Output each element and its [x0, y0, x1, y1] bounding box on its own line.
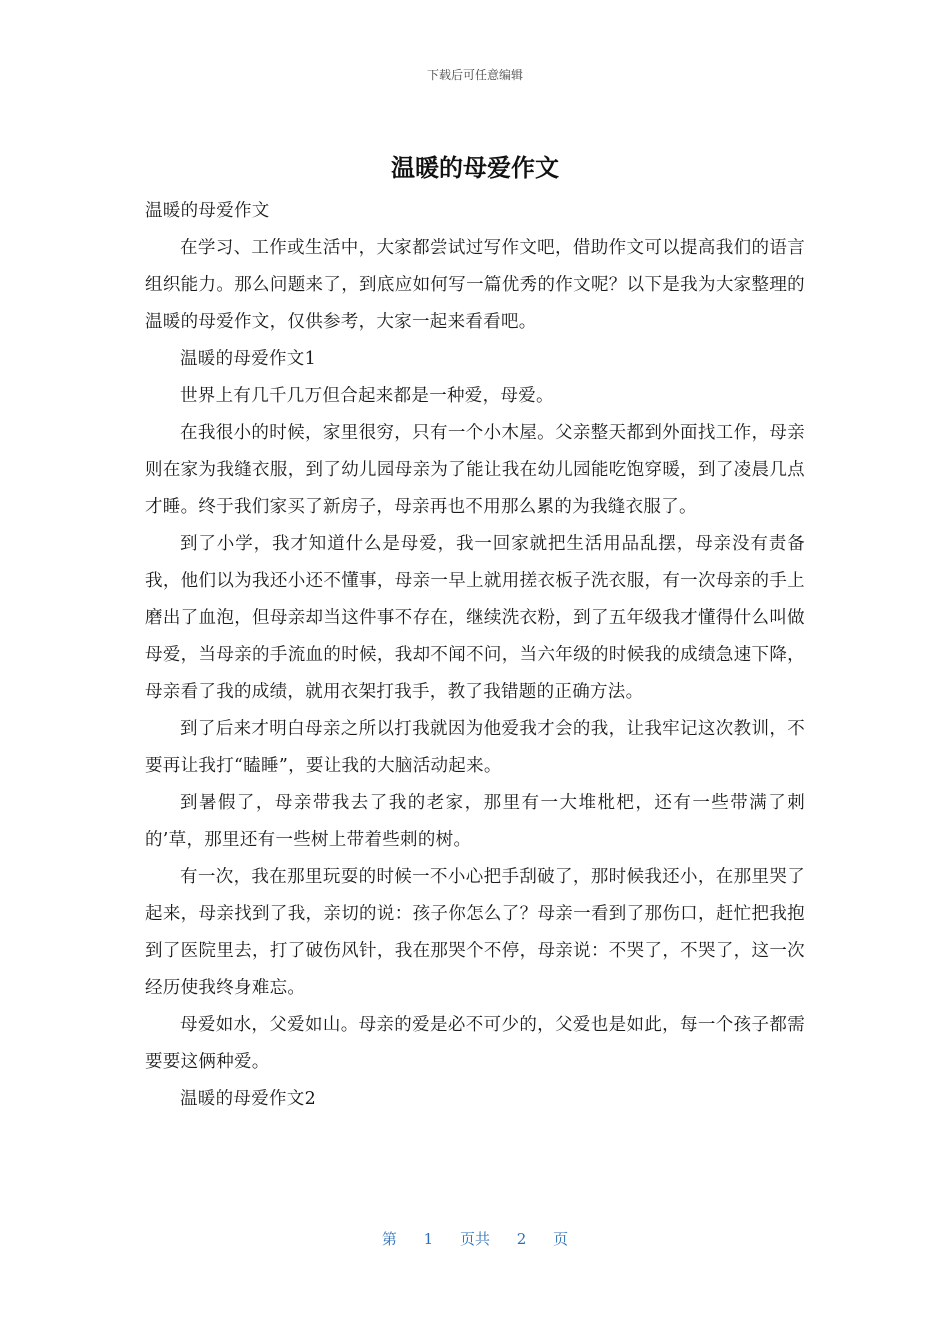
page-footer — [0, 1228, 950, 1249]
body-subtitle: 温暖的母爱作文 — [145, 201, 270, 221]
section-heading-1: 温暖的母爱作文1 — [180, 349, 317, 369]
footer-total-pages: 2 — [516, 1230, 527, 1248]
footer-prefix: 第 — [381, 1230, 397, 1248]
paragraph: 到了后来才明白母亲之所以打我就因为他爱我才会的我，让我牢记这次教训，不要再让我打“瞌睡”，要让我的大脑活动起来。 — [145, 719, 805, 776]
footer-middle: 页共 — [459, 1230, 490, 1248]
paragraph: 到暑假了，母亲带我去了我的老家，那里有一大堆枇杷，还有一些带满了刺的’草，那里还有一些树上带着些刺的树。 — [145, 793, 805, 850]
footer-page-number: 1 — [423, 1230, 434, 1248]
paragraph: 世界上有几千几万但合起来都是一种爱，母爱。 — [180, 386, 554, 406]
footer-suffix: 页 — [553, 1230, 569, 1248]
paragraph: 有一次，我在那里玩耍的时候一不小心把手刮破了，那时候我还小，在那里哭了起来，母亲找到了我，亲切的说：孩子你怎么了？母亲一看到了那伤口，赶忙把我抱到了医院里去，打了破伤风针，我在那哭个不停，母亲说：不哭了，不哭了，这一次经历使我终身难忘。 — [145, 867, 805, 998]
header-note: 下载后可任意编辑 — [426, 68, 523, 82]
paragraph-intro: 在学习、工作或生活中，大家都尝试过写作文吧，借助作文可以提高我们的语言组织能力。那么问题来了，到底应如何写一篇优秀的作文呢？以下是我为大家整理的温暖的母爱作文，仅供参考，大家一起来看看吧。 — [145, 238, 805, 332]
section-heading-2: 温暖的母爱作文2 — [180, 1089, 317, 1109]
paragraph: 母爱如水，父爱如山。母亲的爱是必不可少的，父爱也是如此，每一个孩子都需要要这俩种爱。 — [145, 1015, 805, 1072]
document-body — [145, 193, 805, 1118]
paragraph: 在我很小的时候，家里很穷，只有一个小木屋。父亲整天都到外面找工作，母亲则在家为我缝衣服，到了幼儿园母亲为了能让我在幼儿园能吃饱穿暖，到了凌晨几点才睡。终于我们家买了新房子，母亲再也不用那么累的为我缝衣服了。 — [145, 423, 805, 517]
paragraph: 到了小学，我才知道什么是母爱，我一回家就把生活用品乱摆，母亲没有责备我，他们以为我还小还不懂事，母亲一早上就用搓衣板子洗衣服，有一次母亲的手上磨出了血泡，但母亲却当这件事不存在，继续洗衣粉，到了五年级我才懂得什么叫做母爱，当母亲的手流血的时候，我却不闻不问，当六年级的时候我的成绩急速下降，母亲看了我的成绩，就用衣架打我手，教了我错题的正确方法。 — [145, 534, 805, 702]
document-title: 温暖的母爱作文 — [391, 154, 559, 182]
